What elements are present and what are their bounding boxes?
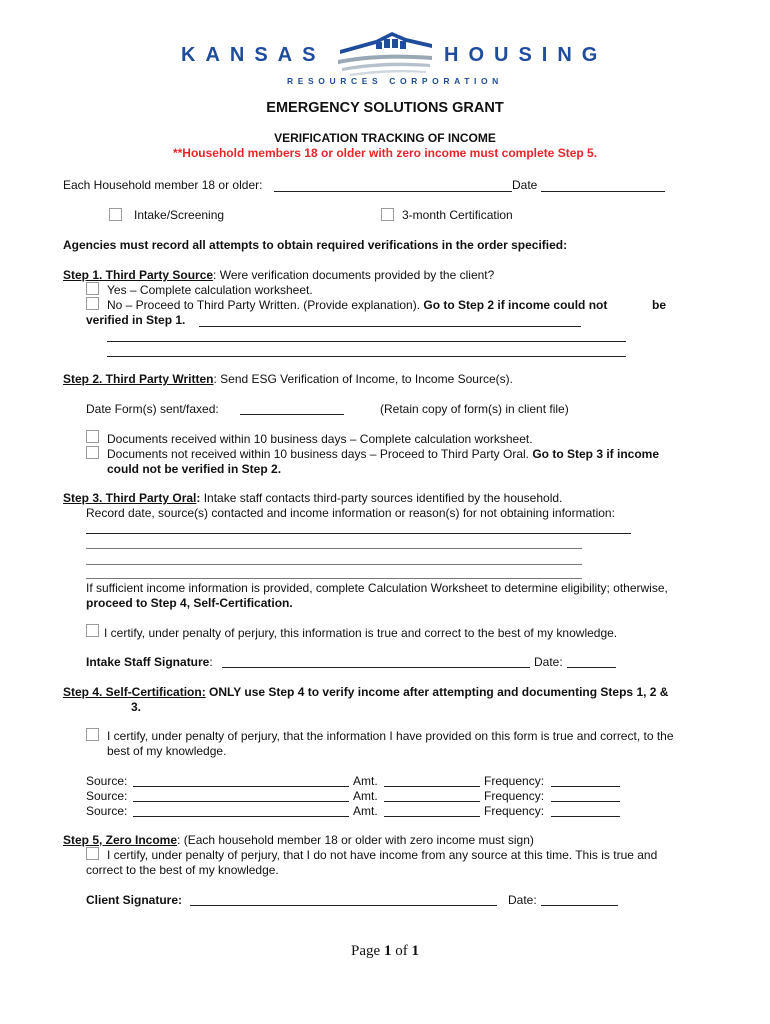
zero-income-notice: **Household members 18 or older with zero income must complete Step 5. <box>172 146 598 160</box>
step3-heading-line <box>63 491 562 505</box>
step1-no-be: be <box>652 298 667 312</box>
intake-signature-label: Intake Staff Signature <box>86 655 210 669</box>
step1-no-line <box>107 298 607 312</box>
step4-certify-label2: best of my knowledge. <box>107 744 227 758</box>
step5-certify-label2: correct to the best of my knowledge. <box>86 863 279 877</box>
intake-signature-colon: : <box>209 655 213 669</box>
step1-no-label: No – Proceed to Third Party Written. (Provide explanation). <box>107 298 424 312</box>
step1-explanation-line-3[interactable] <box>107 356 626 357</box>
step5-heading: Step 5, Zero Income <box>63 833 178 847</box>
page-title: EMERGENCY SOLUTIONS GRANT <box>266 100 504 116</box>
client-signature-date-label: Date: <box>508 893 537 907</box>
step2-date-sent-line[interactable] <box>240 414 344 415</box>
amount-line[interactable] <box>384 786 480 787</box>
step1-no-bold: Go to Step 2 if income could not <box>423 298 608 312</box>
logo-word-kansas: KANSAS <box>181 44 326 66</box>
source-line[interactable] <box>133 816 349 817</box>
household-member-line[interactable] <box>274 191 512 192</box>
page-of: of <box>391 943 412 959</box>
frequency-label: Frequency: <box>484 774 545 788</box>
date-line[interactable] <box>541 191 665 192</box>
source-label: Source: <box>86 789 128 803</box>
step2-text: : Send ESG Verification of Income, to Income Source(s). <box>213 372 513 386</box>
step3-record-line-4[interactable] <box>86 578 582 579</box>
intake-checkbox[interactable] <box>109 208 122 221</box>
step4-text: ONLY use Step 4 to verify income after attempting and documenting Steps 1, 2 & <box>205 685 669 699</box>
step2-not-received-label: Documents not received within 10 business days – Proceed to Third Party Oral. <box>107 447 533 461</box>
step2-received-label: Documents received within 10 business days – Complete calculation worksheet. <box>107 432 533 446</box>
logo-subtitle: RESOURCES CORPORATION <box>287 76 503 86</box>
frequency-line[interactable] <box>551 801 620 802</box>
step3-record-line-2[interactable] <box>86 548 582 549</box>
frequency-line[interactable] <box>551 786 620 787</box>
step2-heading-line <box>63 372 513 386</box>
house-roofline-icon <box>336 30 436 78</box>
step2-received-checkbox[interactable] <box>86 430 99 443</box>
client-signature-label: Client Signature: <box>86 893 183 907</box>
step3-certify-label: I certify, under penalty of perjury, this information is true and correct to the best of my knowledge. <box>104 626 618 640</box>
source-line[interactable] <box>133 786 349 787</box>
date-label: Date <box>512 178 538 192</box>
step3-sufficient-text: If sufficient income information is provided, complete Calculation Worksheet to determine eligibility; otherwise, <box>86 581 668 595</box>
step1-yes-label: Yes – Complete calculation worksheet. <box>107 283 313 297</box>
step4-heading: Step 4. Self-Certification: <box>63 685 206 699</box>
three-month-label: 3-month Certification <box>402 208 513 222</box>
three-month-checkbox[interactable] <box>381 208 394 221</box>
step1-no-checkbox[interactable] <box>86 297 99 310</box>
step2-heading: Step 2. Third Party Written <box>63 372 214 386</box>
frequency-line[interactable] <box>551 816 620 817</box>
logo-word-housing: HOUSING <box>444 44 608 66</box>
step3-text: Intake staff contacts third-party sources identified by the household. <box>200 491 563 505</box>
step3-record-line-1[interactable] <box>86 533 631 534</box>
form-subtitle: VERIFICATION TRACKING OF INCOME <box>274 131 496 145</box>
source-line[interactable] <box>133 801 349 802</box>
agencies-note: Agencies must record all attempts to obtain required verifications in the order specified: <box>63 238 568 252</box>
step1-explanation-line-1[interactable] <box>199 326 581 327</box>
step3-record-line-3[interactable] <box>86 564 582 565</box>
step1-yes-checkbox[interactable] <box>86 282 99 295</box>
step2-not-received-bold: Go to Step 3 if income <box>532 447 660 461</box>
step2-retain-note: (Retain copy of form(s) in client file) <box>380 402 569 416</box>
intake-signature-date-line[interactable] <box>567 667 616 668</box>
intake-signature-date-label: Date: <box>534 655 563 669</box>
page-number <box>0 943 770 960</box>
client-signature-date-line[interactable] <box>541 905 618 906</box>
step4-heading-line <box>63 685 668 699</box>
intake-label: Intake/Screening <box>134 208 225 222</box>
page-label: Page <box>351 943 384 959</box>
amount-label: Amt. <box>353 789 378 803</box>
step4-certify-checkbox[interactable] <box>86 728 99 741</box>
source-label: Source: <box>86 774 128 788</box>
frequency-label: Frequency: <box>484 789 545 803</box>
amount-label: Amt. <box>353 774 378 788</box>
step4-certify-label: I certify, under penalty of perjury, that the information I have provided on this form is true and correct, to the <box>107 729 674 743</box>
step2-not-received-checkbox[interactable] <box>86 446 99 459</box>
step3-signature-label-line <box>86 655 213 669</box>
source-label: Source: <box>86 804 128 818</box>
step5-heading-line <box>63 833 534 847</box>
step5-certify-label: I certify, under penalty of perjury, that I do not have income from any source at this time. This is true and <box>107 848 658 862</box>
client-signature-line[interactable] <box>190 905 497 906</box>
amount-label: Amt. <box>353 804 378 818</box>
step3-record-label: Record date, source(s) contacted and income information or reason(s) for not obtaining information: <box>86 506 615 520</box>
page-current: 1 <box>383 943 392 959</box>
amount-line[interactable] <box>384 801 480 802</box>
step5-text: : (Each household member 18 or older with zero income must sign) <box>177 833 534 847</box>
step3-colon: : <box>196 491 201 505</box>
step1-no-bold2: verified in Step 1. <box>86 313 186 327</box>
step4-text2: 3. <box>131 700 142 714</box>
household-member-label: Each Household member 18 or older: <box>63 178 263 192</box>
intake-signature-line[interactable] <box>222 667 530 668</box>
frequency-label: Frequency: <box>484 804 545 818</box>
step1-explanation-line-2[interactable] <box>107 341 626 342</box>
step1-heading: Step 1. Third Party Source <box>63 268 214 282</box>
page-total: 1 <box>411 943 419 959</box>
step5-certify-checkbox[interactable] <box>86 847 99 860</box>
step1-heading-line <box>63 268 494 282</box>
step3-heading: Step 3. Third Party Oral <box>63 491 197 505</box>
step2-not-received-line <box>107 447 659 461</box>
step2-date-sent-label: Date Form(s) sent/faxed: <box>86 402 219 416</box>
step1-text: : Were verification documents provided by the client? <box>213 268 495 282</box>
step2-not-received-bold2: could not be verified in Step 2. <box>107 462 282 476</box>
amount-line[interactable] <box>384 816 480 817</box>
step3-proceed-text: proceed to Step 4, Self-Certification. <box>86 596 293 610</box>
step3-certify-checkbox[interactable] <box>86 624 99 637</box>
